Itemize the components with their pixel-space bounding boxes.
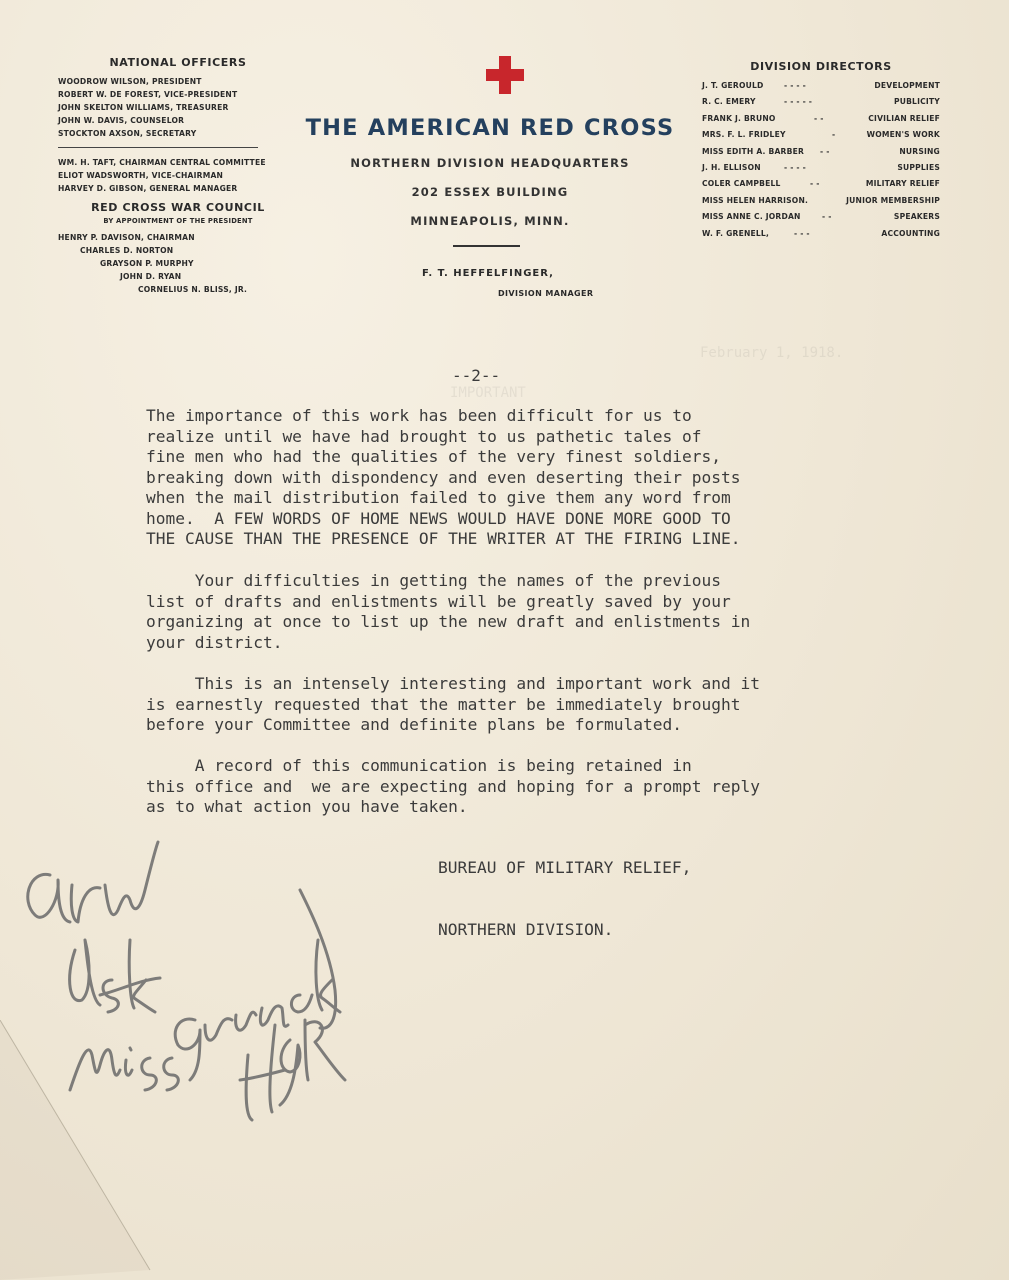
address-line-2: MINNEAPOLIS, MINN. [410,214,570,228]
leader-dashes: - - [810,179,820,189]
bleed-through-text: IMPORTANT [450,385,526,401]
director-role: ACCOUNTING [881,228,940,238]
war-council-subheading: BY APPOINTMENT OF THE PRESIDENT [103,217,253,225]
officer-name: WOODROW WILSON, PRESIDENT [58,77,202,86]
war-council-member: HENRY P. DAVISON, CHAIRMAN [58,233,195,242]
national-officers-heading: NATIONAL OFFICERS [109,56,247,69]
director-name: W. F. GRENELL, [702,228,770,238]
director-row [702,163,940,179]
closing-signature-line-2: NORTHERN DIVISION. [438,920,614,939]
director-name: J. T. GEROULD [702,81,764,90]
leader-dashes: - - - - [784,162,806,172]
director-role: PUBLICITY [893,97,940,107]
director-row [702,81,940,97]
bleed-through-text: February 1, 1918. [700,345,844,361]
division-manager-title: DIVISION MANAGER [498,289,594,298]
division-manager-name: F. T. HEFFELFINGER, [422,268,554,279]
leader-dashes: - [832,130,836,140]
director-name: MISS EDITH A. BARBER [702,146,804,156]
director-name: J. H. ELLISON [702,162,761,172]
director-role: SUPPLIES [897,162,940,172]
director-name: R. C. EMERY [702,97,756,107]
war-council-member: CORNELIUS N. BLISS, JR. [138,285,248,294]
director-row [702,212,940,228]
leader-dashes: - - [822,212,832,222]
war-council-member: JOHN D. RYAN [120,272,182,281]
director-name: COLER CAMPBELL [702,179,781,189]
closing-signature-line-1: BUREAU OF MILITARY RELIEF, [438,858,692,877]
officer-name: JOHN SKELTON WILLIAMS, TREASURER [58,103,229,112]
director-name: FRANK J. BRUNO [702,113,776,123]
director-row [702,196,940,212]
director-row [702,97,940,113]
director-name: MISS HELEN HARRISON. [702,195,809,205]
committee-member-name: HARVEY D. GIBSON, GENERAL MANAGER [58,184,238,193]
officer-name: JOHN W. DAVIS, COUNSELOR [58,116,185,125]
page-number: --2-- [452,366,501,385]
letter-paragraph: The importance of this work has been difficult for us to realize until we have had brought to us pathetic tales of fine men who had the qualities of the very finest soldiers, breaking down with dispondency and even deserting their posts when the mail distribution failed to give them any word from home. A FEW WORDS OF HOME NEWS WOULD HAVE DONE MORE GOOD TO THE CAUSE THAN THE PRESENCE OF THE WRITER AT THE FIRING LINE. [146,406,741,548]
director-role: MILITARY RELIEF [865,179,940,189]
director-role: CIVILIAN RELIEF [868,113,940,123]
director-row [702,179,940,195]
director-name: MRS. F. L. FRIDLEY [702,130,786,140]
war-council-member: CHARLES D. NORTON [80,246,174,255]
national-officers-block [58,56,298,296]
director-row [702,229,940,245]
director-role: JUNIOR MEMBERSHIP [846,195,940,205]
letter-paragraph: A record of this communication is being retained in this office and we are expecting and hoping for a prompt reply as to what action you have taken. [146,756,760,816]
divider [58,147,258,148]
director-role: SPEAKERS [893,212,940,222]
letter-paragraph: Your difficulties in getting the names of the previous list of drafts and enlistments will be greatly saved by your organizing at once to list up the new draft and enlistments in your district. [146,571,751,652]
director-name: MISS ANNE C. JORDAN [702,212,801,222]
handwritten-pencil-annotation [0,830,380,1130]
officer-name: STOCKTON AXSON, SECRETARY [58,129,197,138]
director-role: DEVELOPMENT [874,81,940,90]
leader-dashes: - - [820,146,830,156]
committee-member-name: WM. H. TAFT, CHAIRMAN CENTRAL COMMITTEE [58,158,266,167]
director-role: WOMEN'S WORK [866,130,940,140]
division-directors-heading: DIVISION DIRECTORS [750,60,892,73]
director-row [702,114,940,130]
leader-dashes: - - - - - [784,97,813,107]
leader-dashes: - - [814,113,824,123]
war-council-heading: RED CROSS WAR COUNCIL [91,201,265,214]
organization-title: THE AMERICAN RED CROSS [305,115,675,141]
address-line-1: 202 ESSEX BUILDING [411,185,569,199]
officer-name: ROBERT W. DE FOREST, VICE-PRESIDENT [58,90,238,99]
director-row [702,147,940,163]
committee-member-name: ELIOT WADSWORTH, VICE-CHAIRMAN [58,171,224,180]
division-directors-block [702,60,940,245]
leader-dashes: - - - [794,228,810,238]
leader-dashes: - - - - [784,81,806,90]
red-cross-logo [486,56,524,94]
letter-paragraph: This is an intensely interesting and important work and it is earnestly requested that the matter be immediately brought before your Committee and definite plans be formulated. [146,674,760,734]
divider [453,245,520,247]
division-headquarters: NORTHERN DIVISION HEADQUARTERS [350,156,630,170]
war-council-member: GRAYSON P. MURPHY [100,259,194,268]
director-row [702,130,940,146]
director-role: NURSING [899,146,940,156]
